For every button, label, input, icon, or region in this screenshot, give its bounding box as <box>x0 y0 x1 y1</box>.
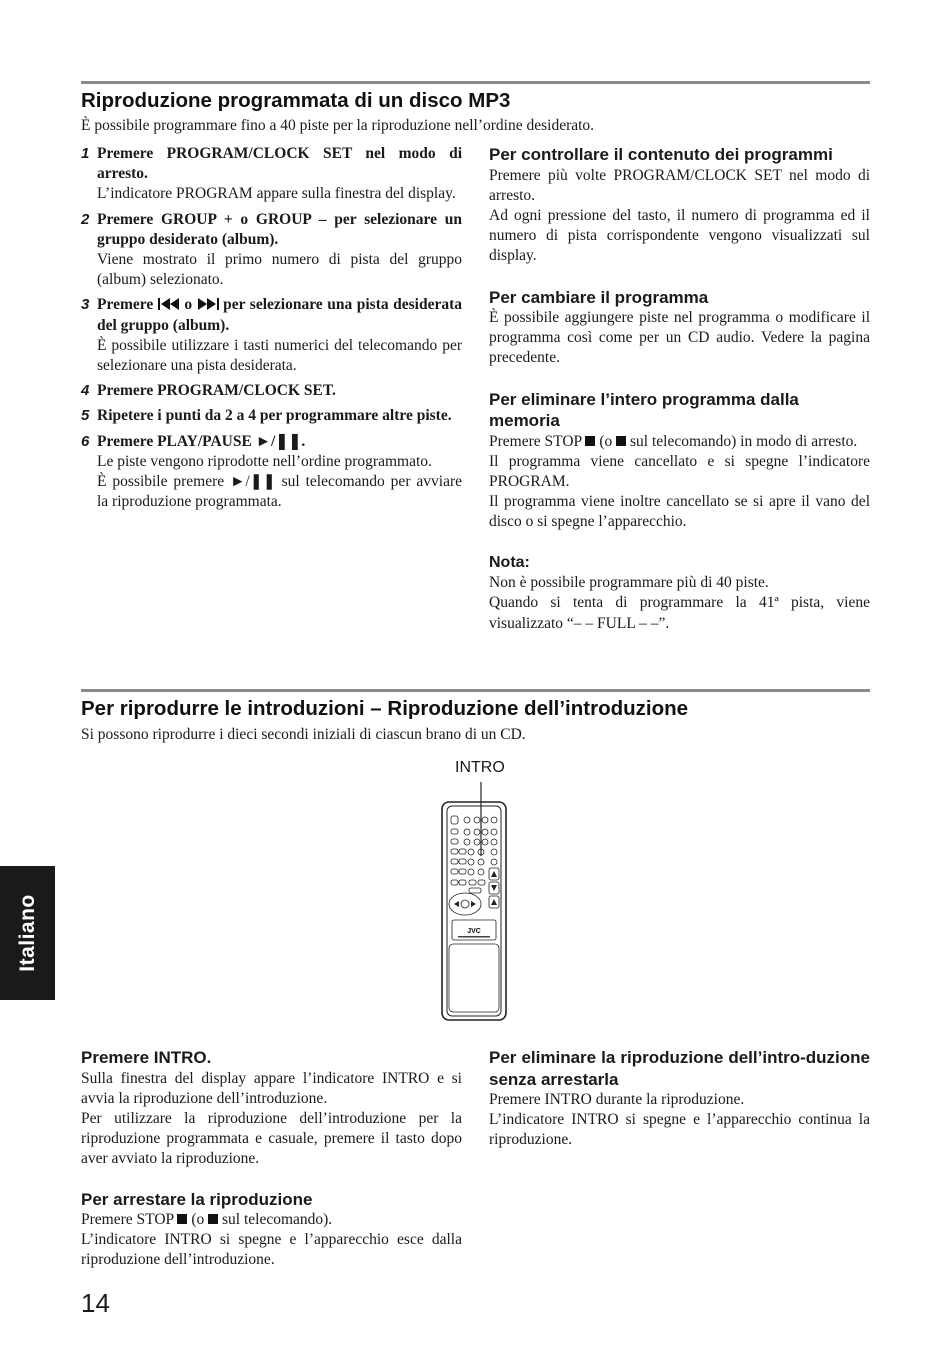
language-tab-label: Italiano <box>15 894 39 972</box>
check-heading: Per controllare il contenuto dei programmi <box>489 145 833 164</box>
stop-icon <box>585 436 595 446</box>
remote-brand: JVC <box>467 928 481 935</box>
step-number: 5 <box>81 407 90 425</box>
step-number: 1 <box>81 145 90 162</box>
section-title: Riproduzione programmata di un disco MP3 <box>81 89 511 112</box>
step-description: L’indicatore PROGRAM appare sulla finestra del display. <box>97 185 456 203</box>
stop-icon <box>616 436 626 446</box>
stop-icon <box>208 1214 218 1224</box>
step-2 <box>81 210 462 291</box>
press-intro-heading: Premere INTRO. <box>81 1048 212 1067</box>
remote-control-illustration <box>440 782 512 1022</box>
intro-button-label: INTRO <box>455 759 505 776</box>
step-description: È possibile utilizzare i tasti numerici del telecomando per selezionare una pista desiderata. <box>97 336 462 375</box>
stop-heading: Per arrestare la riproduzione <box>81 1189 313 1209</box>
press-intro-text: Per utilizzare la riproduzione dell’introduzione per la riproduzione programmata e casuale, premere il tasto dopo aver avviato la riproduzione. <box>81 1109 462 1168</box>
step-action: Ripetere i punti da 2 a 4 per programmare altre piste. <box>97 407 452 425</box>
change-text: È possibile aggiungere piste nel programma o modificare il programma così come per un CD audio. Vedere la pagina precedente. <box>489 309 870 367</box>
check-text: Ad ogni pressione del tasto, il numero di programma ed il numero di pista corrispondente vengono visualizzati sul display. <box>489 206 870 265</box>
press-intro-text: Sulla finestra del display appare l’indicatore INTRO e si avvia la riproduzione dell’introduzione. <box>81 1069 462 1107</box>
intro-right-column <box>489 1047 870 1151</box>
step-action: Premere PROGRAM/CLOCK SET. <box>97 382 336 400</box>
step-number: 3 <box>81 296 90 314</box>
program-notes-column <box>489 144 870 634</box>
note-text: Non è possibile programmare più di 40 piste. <box>489 574 769 592</box>
erase-heading: Per eliminare l’intero programma dalla memoria <box>489 389 799 431</box>
step-action: Premere PLAY/PAUSE ►/❚❚. <box>97 432 306 450</box>
step-3 <box>81 295 462 376</box>
step-number: 4 <box>81 382 90 400</box>
section-rule <box>81 689 870 692</box>
section-intro: È possibile programmare fino a 40 piste per la riproduzione nell’ordine desiderato. <box>81 117 595 134</box>
step-action: Premere GROUP + o GROUP – per selezionare un gruppo desiderato (album). <box>97 210 462 248</box>
intro-left-column <box>81 1047 462 1271</box>
cancel-intro-text: L’indicatore INTRO si spegne e l’apparecchio continua la riproduzione. <box>489 1111 870 1149</box>
stop-text: Premere STOP (o sul telecomando). <box>81 1211 333 1229</box>
cancel-intro-text: Premere INTRO durante la riproduzione. <box>489 1091 745 1108</box>
step-action: Premere o per selezionare una pista desiderata del gruppo (album). <box>97 296 463 334</box>
language-tab <box>0 866 55 1000</box>
erase-text: Il programma viene inoltre cancellato se si apre il vano del disco o si spegne l’apparecchio. <box>489 493 870 531</box>
erase-text: Il programma viene cancellato e si spegne l’indicatore PROGRAM. <box>489 452 870 491</box>
step-number: 6 <box>81 432 90 450</box>
step-description: Le piste vengono riprodotte nell’ordine programmato. <box>97 452 432 470</box>
step-number: 2 <box>81 210 90 228</box>
stop-icon <box>177 1214 187 1224</box>
note-text: Quando si tenta di programmare la 41ª pista, viene visualizzato “– – FULL – –”. <box>489 594 870 632</box>
page-number: 14 <box>81 1288 110 1318</box>
step-description: È possibile premere ►/❚❚ sul telecomando per avviare la riproduzione programmata. <box>97 473 462 511</box>
note-heading: Nota: <box>489 553 530 571</box>
step-6 <box>81 432 462 513</box>
section-title: Per riprodurre le introduzioni – Riproduzione dell’introduzione <box>81 697 689 720</box>
previous-track-icon <box>158 298 180 310</box>
step-action: Premere PROGRAM/CLOCK SET nel modo di arresto. <box>97 145 462 183</box>
change-heading: Per cambiare il programma <box>489 287 709 307</box>
check-text: Premere più volte PROGRAM/CLOCK SET nel modo di arresto. <box>489 166 870 204</box>
step-1 <box>81 144 462 205</box>
steps-column <box>81 144 462 512</box>
next-track-icon <box>197 298 219 310</box>
section-intro: Si possono riprodurre i dieci secondi iniziali di ciascun brano di un CD. <box>81 726 526 743</box>
erase-text: Premere STOP (o sul telecomando) in modo di arresto. <box>489 432 858 450</box>
section-rule <box>81 81 870 84</box>
step-4 <box>81 381 462 401</box>
step-5 <box>81 406 462 426</box>
stop-text: L’indicatore INTRO si spegne e l’apparecchio esce dalla riproduzione dell’introduzione. <box>81 1231 462 1269</box>
cancel-intro-heading: Per eliminare la riproduzione dell’intro-duzione senza arrestarla <box>489 1048 870 1089</box>
step-description: Viene mostrato il primo numero di pista del gruppo (album) selezionato. <box>97 251 462 289</box>
